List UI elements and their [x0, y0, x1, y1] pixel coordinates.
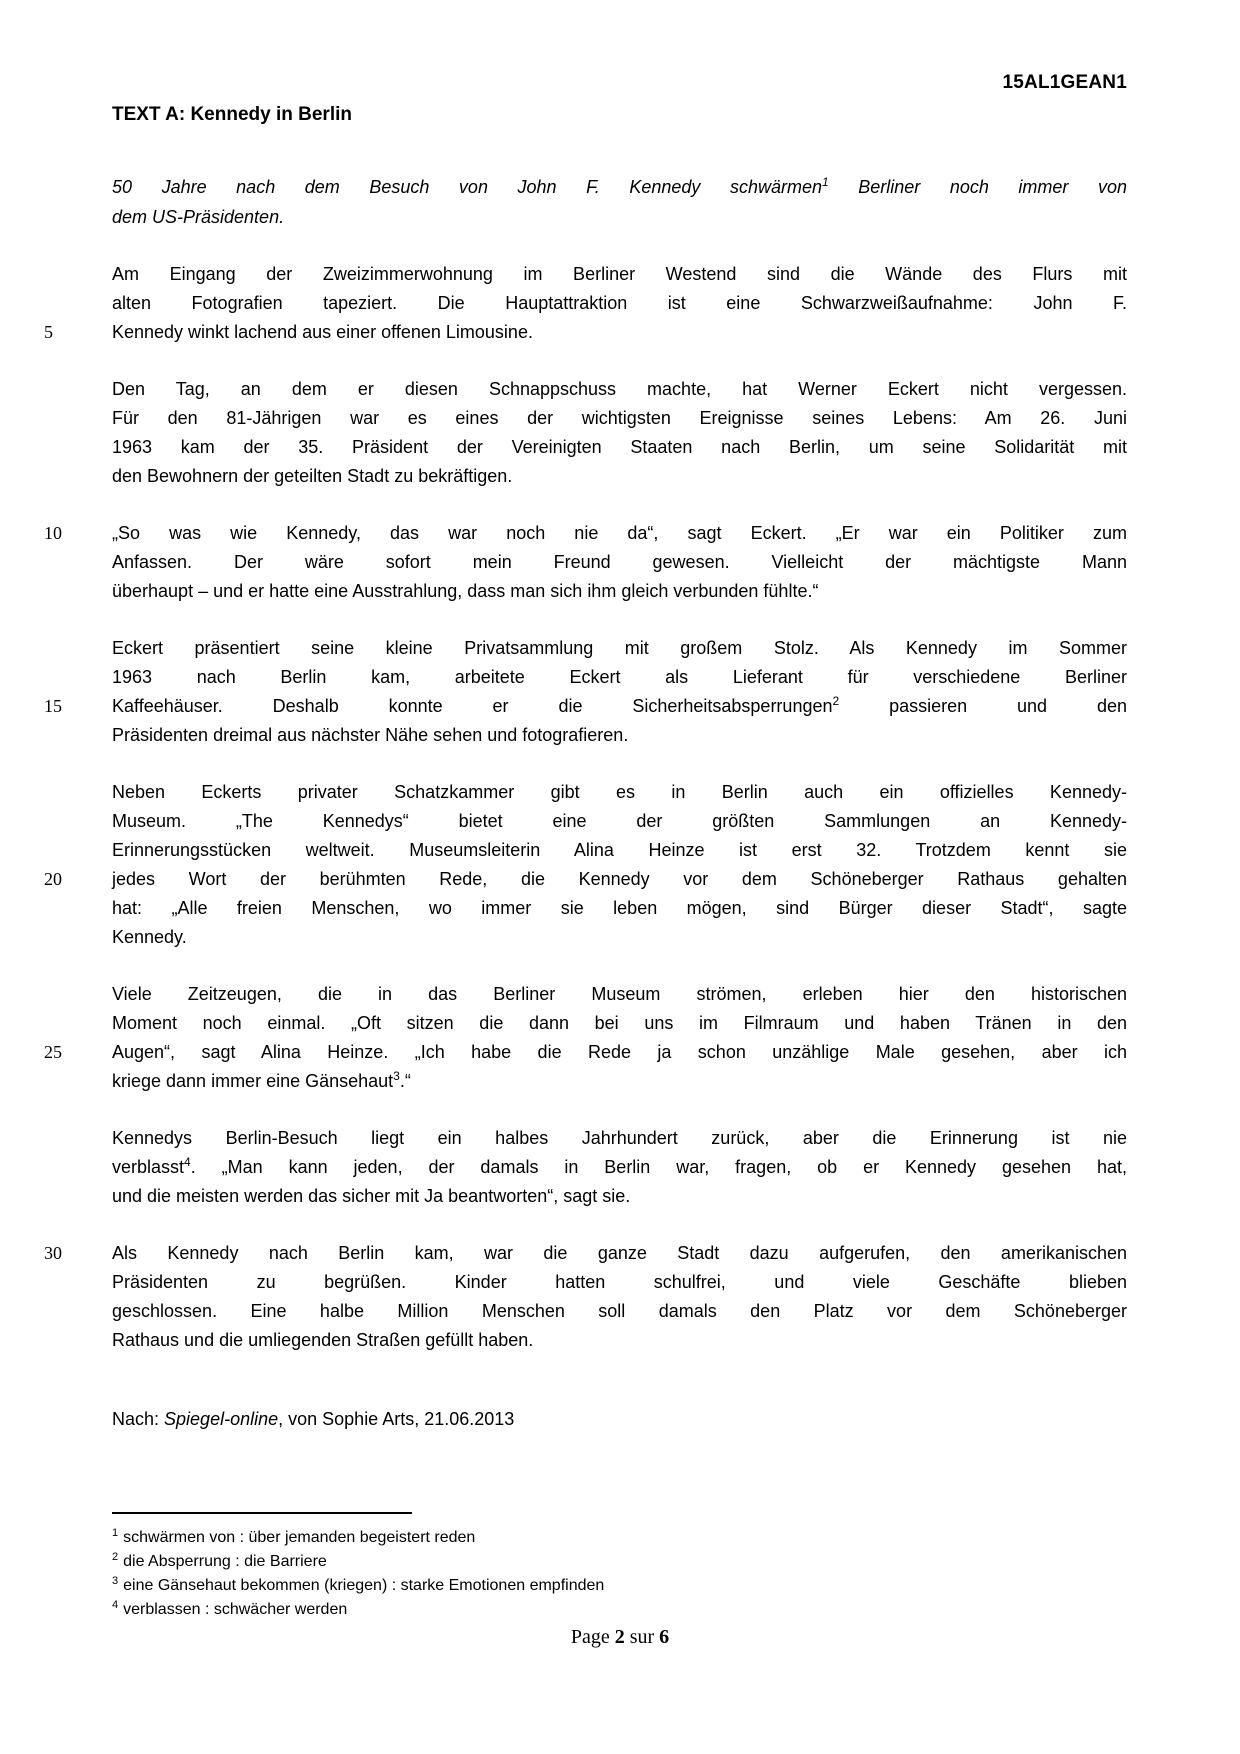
paragraph [44, 260, 1127, 347]
line-number: 10 [44, 523, 62, 543]
paragraph [112, 1124, 1127, 1211]
text-line: Anfassen. Der wäre sofort mein Freund gewesen. Vielleicht der mächtigste Mann [112, 552, 1127, 572]
text-line: Viele Zeitzeugen, die in das Berliner Museum strömen, erleben hier den historischen [112, 984, 1127, 1004]
footer-label: Page [570, 1626, 610, 1648]
footnote-item: $^3$ eine Gänsehaut bekommen (kriegen) : starke Emotionen empfinden [112, 1574, 605, 1594]
paragraph [44, 519, 1127, 606]
footnote-number: 2 [112, 1550, 119, 1563]
line-number: 20 [44, 869, 62, 889]
footer-page-number: 2 [614, 1626, 625, 1648]
page-title: TEXT A: Kennedy in Berlin [112, 104, 352, 125]
text-line: dem US-Präsidenten. [112, 207, 285, 227]
line-number: 30 [44, 1243, 62, 1263]
document-code: 15AL1GEAN1 [1002, 72, 1127, 93]
intro-paragraph [112, 172, 1127, 232]
text-line: Präsidenten zu begrüßen. Kinder hatten schulfrei, und viele Geschäfte blieben [112, 1272, 1127, 1292]
line-number: 5 [44, 322, 53, 342]
footer-of-label: sur [629, 1626, 655, 1648]
footnote-number: 1 [112, 1526, 119, 1539]
footnote-reference: 1 [822, 175, 829, 189]
text-line: Kennedy. [112, 927, 187, 947]
text-line: Am Eingang der Zweizimmerwohnung im Berliner Westend sind die Wände des Flurs mit [112, 264, 1127, 284]
footnote-reference: 3 [393, 1069, 400, 1083]
text-line: geschlossen. Eine halbe Million Menschen soll damals den Platz vor dem Schöneberger [112, 1301, 1127, 1321]
text-line: Neben Eckerts privater Schatzkammer gibt es in Berlin auch ein offizielles Kennedy- [112, 782, 1127, 802]
text-line: und die meisten werden das sicher mit Ja beantworten“, sagt sie. [112, 1186, 631, 1206]
text-line: 30 Als Kennedy nach Berlin kam, war die ganze Stadt dazu aufgerufen, den amerikanischen [112, 1239, 1127, 1268]
text-line: kriege dann immer eine Gänsehaut$^3$.“ [112, 1069, 411, 1091]
page-footer [0, 1626, 1240, 1649]
footnote-reference: 2 [832, 694, 840, 708]
source-work-title: Spiegel-online [164, 1409, 279, 1429]
footnotes-block [112, 1526, 1127, 1622]
paragraph [44, 980, 1127, 1096]
paragraph [112, 375, 1127, 491]
text-line: Rathaus und die umliegenden Straßen gefüllt haben. [112, 1330, 534, 1350]
text-line: Eckert präsentiert seine kleine Privatsammlung mit großem Stolz. Als Kennedy im Sommer [112, 638, 1127, 658]
source-suffix: , von Sophie Arts, 21.06.2013 [278, 1409, 515, 1429]
paragraph [44, 1239, 1127, 1355]
line-number: 25 [44, 1042, 62, 1062]
footer-page-total: 6 [659, 1626, 670, 1648]
text-line: alten Fotografien tapeziert. Die Hauptattraktion ist eine Schwarzweißaufnahme: John F. [112, 293, 1127, 313]
source-prefix: Nach: [112, 1409, 165, 1429]
footnote-number: 4 [112, 1598, 119, 1611]
text-body [44, 172, 1127, 1355]
text-line: Für den 81-Jährigen war es eines der wichtigsten Ereignisse seines Lebens: Am 26. Juni [112, 408, 1127, 428]
text-line: 10 „So was wie Kennedy, das war noch nie da“, sagt Eckert. „Er war ein Politiker zum [112, 519, 1127, 548]
text-line: 1963 kam der 35. Präsident der Vereinigten Staaten nach Berlin, um seine Solidarität mit [112, 437, 1127, 457]
text-line: 15 Kaffeehäuser. Deshalb konnte er die Sicherheitsabsperrungen$^2$ passieren und den [112, 692, 1127, 721]
text-line: Kennedys Berlin-Besuch liegt ein halbes Jahrhundert zurück, aber die Erinnerung ist nie [112, 1128, 1127, 1148]
text-line: 20 jedes Wort der berühmten Rede, die Kennedy vor dem Schöneberger Rathaus gehalten [112, 865, 1127, 894]
text-line: Präsidenten dreimal aus nächster Nähe sehen und fotografieren. [112, 725, 629, 745]
footnote-item: $^1$ schwärmen von : über jemanden begeistert reden [112, 1526, 476, 1546]
text-line: verblasst$^4$. „Man kann jeden, der damals in Berlin war, fragen, ob er Kennedy gesehen hat, [112, 1155, 1127, 1177]
footnote-item: $^4$ verblassen : schwächer werden [112, 1598, 348, 1618]
text-line: Museum. „The Kennedys“ bietet eine der größten Sammlungen an Kennedy- [112, 811, 1127, 831]
text-line: 5 Kennedy winkt lachend aus einer offenen Limousine. [112, 318, 1127, 347]
footnote-item: $^2$ die Absperrung : die Barriere [112, 1550, 327, 1570]
text-line: Moment noch einmal. „Oft sitzen die dann bei uns im Filmraum und haben Tränen in den [112, 1013, 1127, 1033]
paragraph [44, 778, 1127, 952]
footnote-number: 3 [112, 1574, 119, 1587]
text-line: 1963 nach Berlin kam, arbeitete Eckert als Lieferant für verschiedene Berliner [112, 667, 1127, 687]
footnote-separator [112, 1512, 412, 1514]
text-line: 25 Augen“, sagt Alina Heinze. „Ich habe die Rede ja schon unzählige Male gesehen, aber ich [112, 1038, 1127, 1067]
text-line: 50 Jahre nach dem Besuch von John F. Kennedy schwärmen$^1$ Berliner noch immer von [112, 175, 1127, 197]
source-line [112, 1405, 1127, 1434]
paragraph [44, 634, 1127, 750]
text-line: überhaupt – und er hatte eine Ausstrahlung, dass man sich ihm gleich verbunden fühlte.“ [112, 581, 819, 601]
text-line: hat: „Alle freien Menschen, wo immer sie leben mögen, sind Bürger dieser Stadt“, sagte [112, 898, 1127, 918]
text-line: Den Tag, an dem er diesen Schnappschuss machte, hat Werner Eckert nicht vergessen. [112, 379, 1127, 399]
text-line: Erinnerungsstücken weltweit. Museumsleiterin Alina Heinze ist erst 32. Trotzdem kennt sie [112, 840, 1127, 860]
content-area [44, 101, 1127, 1622]
footnote-reference: 4 [184, 1155, 191, 1169]
text-line: den Bewohnern der geteilten Stadt zu bekräftigen. [112, 466, 513, 486]
line-number: 15 [44, 696, 62, 716]
